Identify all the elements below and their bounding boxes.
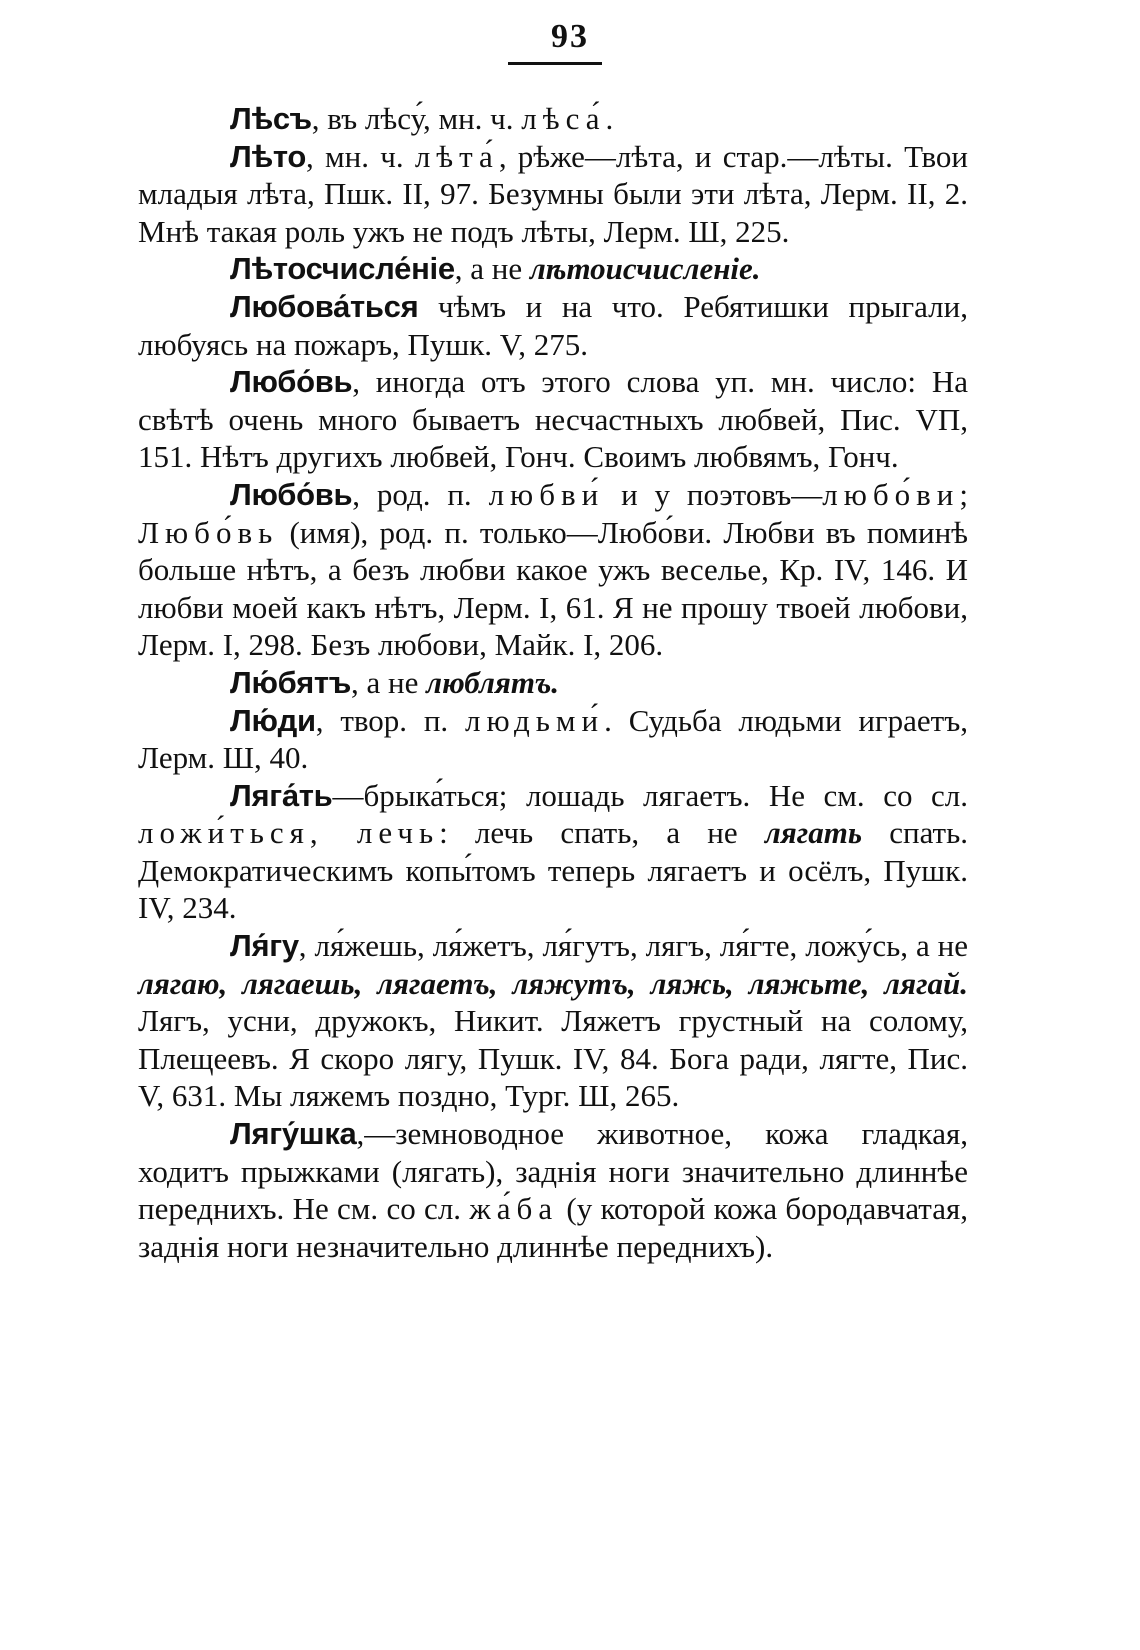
headword: Любо́вь <box>230 364 353 400</box>
entry-text: чѣмъ и на что. Ребятишки прыгали, любуясь на пожаръ, Пушк. V, 275. <box>138 288 968 362</box>
entry-text: , рѣже—лѣта, и стар.—лѣты. Твои младыя лѣта, Пшк. II, 97. Безумны были эти лѣта, Лерм. II, 2. Мнѣ такая роль ужъ не подъ лѣты, Лерм. Ш, 225. <box>138 138 968 249</box>
headword: Ля́гу <box>230 928 299 964</box>
dictionary-entry <box>138 777 968 927</box>
entry-text: , ля́жешь, ля́жетъ, ля́гутъ, лягъ, ля́гте, ложу́сь, а не <box>298 928 968 964</box>
spaced-form: любви́ <box>488 476 605 512</box>
incorrect-form: лягаю, лягаешь, лягаетъ, ляжутъ, ляжь, ляжьте, лягай. <box>138 965 968 1001</box>
dictionary-entries <box>138 100 968 1265</box>
page-number: 93 <box>551 18 589 55</box>
spaced-form: людьми́ <box>464 702 605 738</box>
headword: Лягу́шка <box>230 1116 357 1152</box>
entry-text: спать. Демократическимъ копы́томъ теперь лягаетъ и осёлъ, Пушк. IV, 234. <box>138 815 968 926</box>
entry-text: , иногда отъ этого слова уп. мн. число: На свѣтѣ очень много бываетъ несчастныхъ любвей, Пис. VП, 151. Нѣтъ другихъ любвей, Гонч. Своимъ любвямъ, Гонч. <box>138 364 968 475</box>
entry-text: . Судьба людьми играетъ, Лерм. Ш, 40. <box>138 702 968 776</box>
spaced-form: любо́ви <box>822 476 960 512</box>
headword: Лѣсъ <box>230 101 312 136</box>
dictionary-entry <box>138 250 968 288</box>
page-number-rule <box>508 62 602 65</box>
spaced-form: лѣта́ <box>414 138 499 174</box>
dictionary-entry <box>138 363 968 476</box>
headword: Любова́ться <box>230 288 419 324</box>
headword: Лю́бятъ <box>230 664 352 700</box>
headword: Лѣто <box>230 138 307 174</box>
incorrect-form: лягать <box>764 815 862 851</box>
entry-text: , а не <box>351 664 427 700</box>
entry-text: Лягъ, усни, дружокъ, Никит. Ляжетъ грустный на солому, Плещеевъ. Я скоро лягу, Пушк. IV, 84. Бога ради, лягте, Пис. V, 631. Мы ляжемъ поздно, Тург. Ш, 265. <box>138 1003 968 1114</box>
entry-text: (у которой кожа бородавчатая, заднія ноги незначительно длиннѣе переднихъ). <box>138 1191 969 1264</box>
dictionary-entry <box>138 927 968 1115</box>
dictionary-entry <box>138 702 968 777</box>
dictionary-entry <box>138 138 968 251</box>
dictionary-entry <box>138 1115 968 1265</box>
headword: Любо́вь <box>230 476 353 512</box>
entry-text: , род. п. <box>352 476 489 512</box>
incorrect-form: лѣтоисчисленіе. <box>529 251 761 287</box>
spaced-form: Любо́вь <box>138 514 279 550</box>
spaced-form: ложи́ться, лечь <box>138 815 440 851</box>
dictionary-entry <box>138 288 968 363</box>
entry-text: , а не <box>454 251 530 287</box>
entry-text: ,—земноводное животное, кожа гладкая, ходитъ прыжками (лягать), заднія ноги значительно длиннѣе переднихъ. Не см. со сл. <box>138 1116 968 1227</box>
entry-text: , въ лѣсу́, мн. ч. <box>311 101 522 136</box>
headword: Лѣтосчисле́ніе <box>230 251 455 287</box>
headword: Лю́ди <box>230 702 316 738</box>
entry-text: . <box>605 101 614 136</box>
entry-text: : лечь спать, а не <box>439 815 765 851</box>
entry-text: , твор. п. <box>315 702 465 738</box>
entry-text: , мн. ч. <box>306 138 415 174</box>
entry-text: ; <box>959 476 968 512</box>
dictionary-entry <box>138 664 968 702</box>
headword: Ляга́ть <box>230 777 333 813</box>
incorrect-form: люблятъ. <box>426 664 560 700</box>
dictionary-entry <box>138 100 968 138</box>
dictionary-entry <box>138 476 968 664</box>
spaced-form: лѣса́ <box>521 101 606 136</box>
entry-text: (имя), род. п. только—Любо́ви. Любви въ поминѣ больше нѣтъ, а безъ любви какое ужъ веселье, Кр. IV, 146. И любви моей какъ нѣтъ, Лерм. I, 61. Я не прошу твоей любови, Лерм. I, 298. Безъ любови, Майк. I, 206. <box>138 514 968 663</box>
spaced-form: жа́ба <box>469 1191 559 1227</box>
entry-text: —брыка́ться; лошадь лягаетъ. Не см. со сл. <box>332 777 968 813</box>
entry-text: и у поэтовъ— <box>604 476 823 512</box>
